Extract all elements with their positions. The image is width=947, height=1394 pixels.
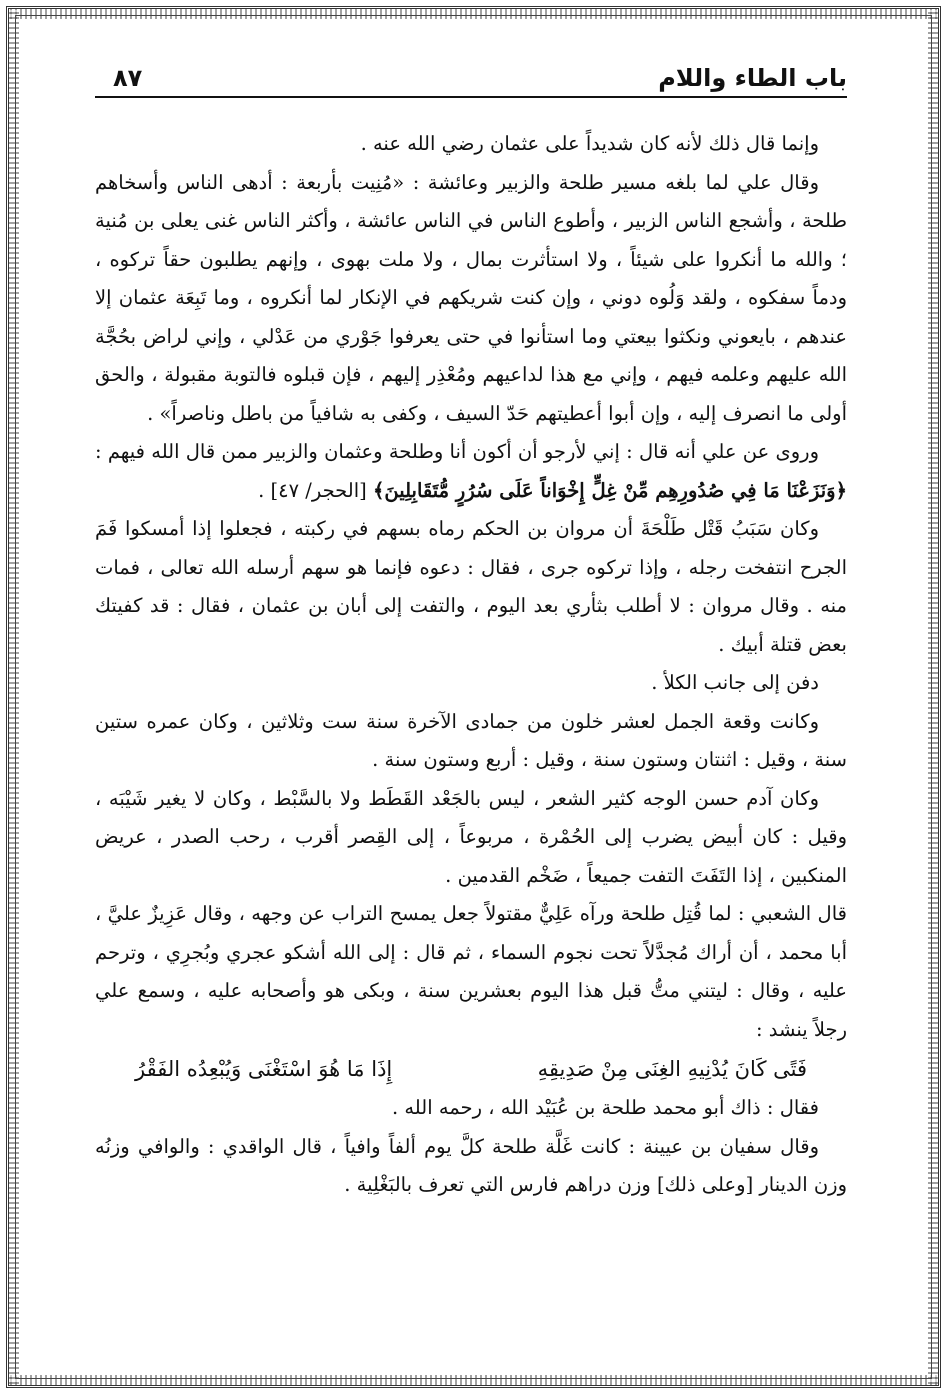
paragraph: وقال علي لما بلغه مسير طلحة والزبير وعائشة : «مُنِيت بأربعة : أدهى الناس وأسخاهم طلحة ، وأشجع الناس الزبير ، وأطوع الناس في الناس عائشة ، وأكثر الناس غنى يعلى بن مُنية ؛ والله ما أنكروا على شيئاً ، ولا استأثرت بمال ، ولا ملت بهوى ، وإنهم يطلبون حقاً تركوه ، ودماً سفكوه ، ولقد وَلُوه دوني ، وإن كنت شريكهم في الإنكار لما أنكروه ، وما تَبِعَة عثمان إلا عندهم ، بايعوني ونكثوا بيعتي وما استأنوا في حتى يعرفوا جَوْري من عَدْلي ، وإني لراض بحُجَّة الله عليهم وعلمه فيهم ، وإني مع هذا لداعيهم ومُعْذِر إليهم ، فإن قبلوه فالتوبة مقبولة ، والحق أولى ما انصرف إليه ، وإن أبوا أعطيتهم حَدّ السيف ، وكفى به شافياً من باطل وناصراً» . xyxy=(95,170,847,425)
paragraph: وقال سفيان بن عيينة : كانت غَلَّة طلحة كلَّ يوم ألفاً وافياً ، قال الواقدي : والوافي وزنُه وزن الدينار [وعلى ذلك] وزن دراهم فارس التي تعرف بالبَغْلِية . xyxy=(95,1134,847,1196)
paragraph: وإنما قال ذلك لأنه كان شديداً على عثمان رضي الله عنه . xyxy=(360,132,819,155)
quran-verse: ﴿وَنَزَعْنَا مَا فِي صُدُورِهِم مِّنْ غِلٍّ إِخْوَاناً عَلَى سُرُرٍ مُّتَقَابِلِينَ﴾ xyxy=(372,478,847,502)
chapter-title: باب الطاء واللام xyxy=(658,64,847,92)
quran-reference: [الحجر/ ٤٧] . xyxy=(258,478,367,502)
paragraph: وكان سَبَبُ قَتْل طَلْحَةَ أن مروان بن الحكم رماه بسهم في ركبته ، فجعلوا إذا أمسكوا فَمَ الجرح انتفخت رجله ، وإذا تركوه جرى ، فقال : دعوه فإنما هو سهم أرسله الله تعالى ، فمات منه . وقال مروان : لا أطلب بثأري بعد اليوم ، والتفت إلى أبان بن عثمان ، فقال : قد كفيتك بعض قتلة أبيك . xyxy=(95,517,847,656)
paragraph: فقال : ذاك أبو محمد طلحة بن عُبَيْد الله ، رحمه الله . xyxy=(391,1096,819,1119)
paragraph: وكان آدم حسن الوجه كثير الشعر ، ليس بالجَعْد القَطَط ولا بالسَّبْط ، وكان لا يغير شَيْبَه ، وقيل : كان أبيض يضرب إلى الحُمْرة ، مربوعاً ، إلى القِصر أقرب ، رحب الصدر ، عريض المنكبين ، إذا التَفَتَ التفت جميعاً ، ضَخْم القدمين . xyxy=(95,786,847,887)
poem-hemistich-second: إِذَا مَا هُوَ اسْتَغْنَى وَيُبْعِدُه الفَقْرُ xyxy=(135,1057,393,1081)
page-header xyxy=(95,62,847,98)
paragraph: وكانت وقعة الجمل لعشر خلون من جمادى الآخرة سنة ست وثلاثين ، وكان عمره ستين سنة ، وقيل : اثنتان وستون سنة ، وقيل : أربع وستون سنة . xyxy=(95,709,847,771)
paragraph xyxy=(95,433,847,510)
paragraph-text: وروى عن علي أنه قال : إني لأرجو أن أكون أنا وطلحة وعثمان والزبير ممن قال الله فيهم : xyxy=(95,440,819,463)
paragraph: قال الشعبي : لما قُتِل طلحة ورآه عَلِيٌّ مقتولاً جعل يمسح التراب عن وجهه ، وقال عَزِيزٌ عليَّ ، أبا محمد ، أن أراك مُجدَّلاً تحت نجوم السماء ، ثم قال : إلى الله أشكو عجري وبُجرِي ، وترحم عليه ، وقال : ليتني متُّ قبل هذا اليوم بعشرين سنة ، وبكى هو وأصحابه عليه ، وسمع علي رجلاً ينشد : xyxy=(95,902,847,1041)
poem-verse xyxy=(95,1049,847,1089)
paragraph: دفن إلى جانب الكلأ . xyxy=(651,671,819,694)
page-body xyxy=(95,125,847,1344)
page-number: ٨٧ xyxy=(113,64,143,92)
poem-hemistich-first: فَتًى كَانَ يُدْنِيهِ الغِنَى مِنْ صَدِيقِهِ xyxy=(537,1057,807,1081)
